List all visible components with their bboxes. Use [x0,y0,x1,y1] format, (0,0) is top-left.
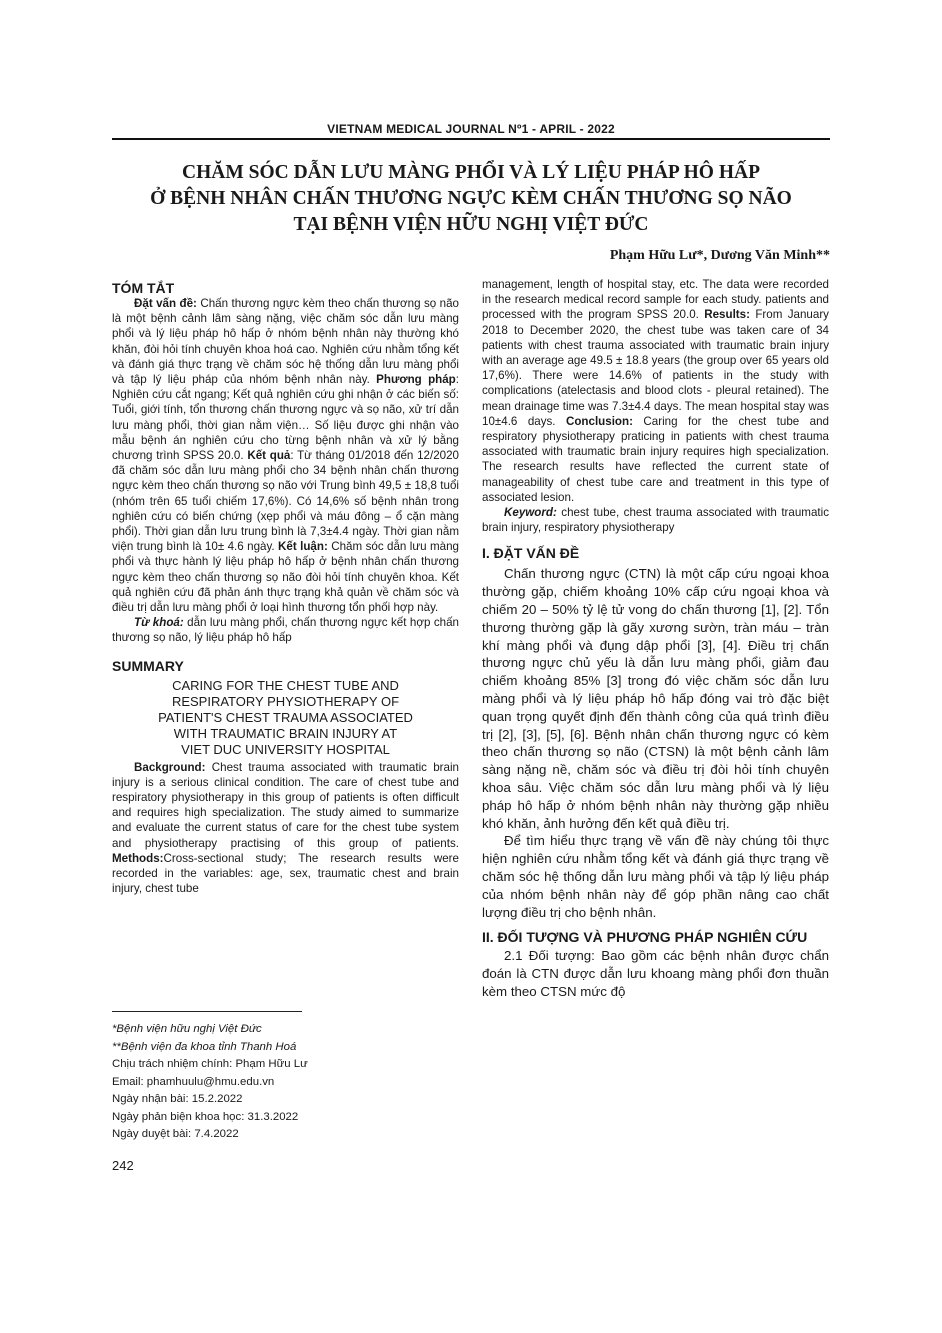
keywords-label: Từ khoá: [134,616,184,630]
date-accepted: Ngày duyệt bài: 7.4.2022 [112,1128,239,1140]
method-label: Phương pháp [376,373,456,387]
english-title-line: WITH TRAUMATIC BRAIN INJURY AT [173,725,398,741]
section1-paragraph-2: Để tìm hiểu thực trạng về vấn đề này chúng tôi thực hiện nghiên cứu nhằm tổng kết và đánh giá thực trạng về chăm sóc hệ thống dẫn lưu màng phổi và tập lý liệu pháp của nhóm bệnh nhân này để góp phần nâng cao chất lượng điều trị cho bệnh nhân. [482,833,829,920]
conclusion-text: Chăm sóc dẫn lưu màng phổi và thực hành lý liệu pháp hô hấp ở bệnh nhân chấn thương ngực kèm theo chấn thương sọ não đòi hỏi tính chuyên khoa. Kết quả nghiên cứu đã phản ánh thực trạng khả quản về chăm sóc và điều trị dẫn lưu màng phổi ở loại hình thương tổn phối hợp này. [112,540,459,615]
affiliation-2: **Bệnh viện đa khoa tỉnh Thanh Hoá [112,1040,297,1053]
left-column [112,280,459,897]
date-received: Ngày nhận bài: 15.2.2022 [112,1093,243,1105]
methods-text-part2: management, length of hospital stay, etc. The data were recorded in the research medical record sample for each study. patients and processed with the program SPSS 20.0. [482,278,829,322]
methods-label: Methods: [112,851,164,865]
summary-text-part1 [112,760,459,897]
keywords-text: dẫn lưu màng phổi, chấn thương ngực kết hợp chấn thương sọ não, lý liệu pháp hô hấp [112,616,459,645]
conclusion-label-en: Conclusion: [565,414,633,428]
authors: Phạm Hữu Lư*, Dương Văn Minh** [609,248,830,263]
background-text: Chest trauma associated with traumatic brain injury is a serious clinical condition. The care of chest tube and respiratory physiotherapy in this group of patients is often difficult and requires high specialization. The study aimed to summarize and evaluate the current status of care for the chest tube system and physiotherapy practising of this group of patients. [112,760,459,850]
title-line: TẠI BỆNH VIỆN HỮU NGHỊ VIỆT ĐỨC [293,214,649,235]
footnotes [112,1021,459,1144]
summary-text-part2 [482,277,829,505]
footnote-rule [112,1011,302,1012]
running-header: VIETNAM MEDICAL JOURNAL Nº1 - APRIL - 2022 [327,122,615,136]
title-line: CHĂM SÓC DẪN LƯU MÀNG PHỔI VÀ LÝ LIỆU PHÁP HÔ HẤP [182,162,760,183]
conclusion-label: Kết luận: [278,540,328,554]
english-title-line: PATIENT'S CHEST TRAUMA ASSOCIATED [158,709,413,725]
section1-heading: I. ĐẶT VẤN ĐỀ [482,545,580,562]
english-title-line: VIET DUC UNIVERSITY HOSPITAL [181,741,390,757]
affiliation-1: *Bệnh viện hữu nghị Việt Đức [112,1023,262,1035]
conclusion-text-en: Caring for the chest tube and respiratory physiotherapy praticing in patients with chest trauma associated with traumatic brain injury requires high specialization. The research results have reflected the current state of manageability of chest tube care and treatment in this type of associated lesion. [482,414,829,504]
title-line: Ở BỆNH NHÂN CHẤN THƯƠNG NGỰC KÈM CHẤN THƯƠNG SỌ NÃO [150,188,792,209]
subsection-label: 2.1 Đối tượng: [504,948,595,964]
header-rule [112,138,830,140]
summary-heading: SUMMARY [112,657,184,674]
results-text: From January 2018 to December 2020, the chest tube was taken care of 34 patients with chest trauma associated with traumatic brain injury with an average age 49.5 ± 18.8 years (the group over 65 years old 17,6%). There were 14.6% of patients in the study with complications (atelectasis and blood clots - pleural retained). The mean drainage time was 7.3±4.4 days. The mean hospital stay was 10±4.6 days. [482,308,829,428]
keywords-en [482,505,829,535]
abstract-label: Đặt vấn đề: [134,297,197,310]
keyword-text: chest tube, chest trauma associated with traumatic brain injury, respiratory physiotherapy [482,506,829,535]
results-label: Results: [704,308,750,322]
section2-paragraph-1 [482,947,829,1000]
article-title [112,160,830,238]
english-title [112,678,459,758]
email: Email: phamhuulu@hmu.edu.vn [112,1075,275,1088]
english-title-line: CARING FOR THE CHEST TUBE AND [172,677,399,693]
section2-heading: II. ĐỐI TƯỢNG VÀ PHƯƠNG PHÁP NGHIÊN CỨU [482,929,808,946]
result-label: Kết quả [247,449,291,463]
corresponding-author: Chịu trách nhiệm chính: Phạm Hữu Lư [112,1058,308,1070]
method-text: : Nghiên cứu cắt ngang; Kết quả nghiên cứu ghi nhận ở các biến số: Tuổi, giới tính, tổn thương chấn thương ngực và sọ não, xử trí dẫn lưu màng phổi, thời gian nằm viện… Số liệu được ghi nhận vào mẫu bệnh án nghiên cứu cho từng bệnh nhân và xử lý bằng chương trình SPSS 20.0. [112,373,459,463]
abstract-heading: TÓM TẮT [112,280,175,296]
section1-paragraph-1: Chấn thương ngực (CTN) là một cấp cứu ngoại khoa thường gặp, chiếm khoảng 10% cấp cứu ngoại khoa và chiếm 20 – 50% tỷ lệ tử vong do chấn thương [1], [2]. Tổn thương thường gặp là gãy xương sườn, tràn máu – tràn khí màng phổi và đụng dập phổi [3], [4]. Điều trị chấn thương ngực chủ yếu là dẫn lưu màng phổi, giảm đau chiếm khoảng 85% [3] trong đó việc chăm sóc dẫn lưu màng phổi và lý liệu pháp hô hấp đóng vai trò đặc biệt quan trọng quyết định đến thành công của quá trình điều trị [2], [3], [5], [6]. Bệnh nhân chấn thương ngực có kèm theo chấn thương sọ não (CTSN) là một bệnh cảnh lâm sàng nặng nề, chăm sóc và điều trị đòi hỏi tính chuyên khoa sâu. Việc chăm sóc dẫn lưu màng phổi và lý liệu pháp hô hấp ở nhóm bệnh nhân này thường gặp nhiều khó khăn, ảnh hưởng đến kết quả điều trị. [482,566,829,831]
right-column [482,277,829,1001]
date-reviewed: Ngày phản biện khoa học: 31.3.2022 [112,1110,299,1123]
abstract-vi [112,296,459,615]
abstract-text: Chấn thương ngực kèm theo chấn thương sọ não là một bệnh cảnh lâm sàng nặng, việc chăm sóc dẫn lưu màng phổi và lý liệu pháp hô hấp ở nhóm bệnh nhân này thường khó khăn, đòi hỏi tính chuyên khoa hoá cao. Nghiên cứu nhằm tổng kết và đánh giá thực trạng về chăm sóc hệ thống dẫn lưu màng phổi và tập lý liệu pháp của nhóm bệnh nhân này. [112,297,460,387]
result-text: : Từ tháng 01/2018 đến 12/2020 đã chăm sóc dẫn lưu màng phổi cho 34 bệnh nhân chấn thương ngực kèm theo chấn thương sọ não với Trung bình 49,5 ± 18,8 tuổi (nhóm trên 65 tuổi chiếm 17,6%). Có 14,6% số bệnh nhân trong nghiên cứu có biến chứng (xẹp phổi và máu đông – ổ cặn màng phổi). Thời gian dẫn lưu trung bình là 7,3±4.4 ngày. Thời gian nằm viện trung bình là 10± 4.6 ngày. [112,449,460,554]
english-title-line: RESPIRATORY PHYSIOTHERAPY OF [171,693,400,709]
keyword-label: Keyword: [504,506,557,520]
keywords-vi [112,615,459,645]
background-label: Background: [134,760,206,774]
methods-text-part1: Cross-sectional study; The research results were recorded in the variables: age, sex, traumatic chest and brain injury, chest tube [112,851,459,896]
page-number: 242 [112,1158,134,1173]
subsection-text: Bao gồm các bệnh nhân được chẩn đoán là CTN được dẫn lưu khoang màng phổi đơn thuần kèm theo CTSN mức độ [482,948,829,999]
